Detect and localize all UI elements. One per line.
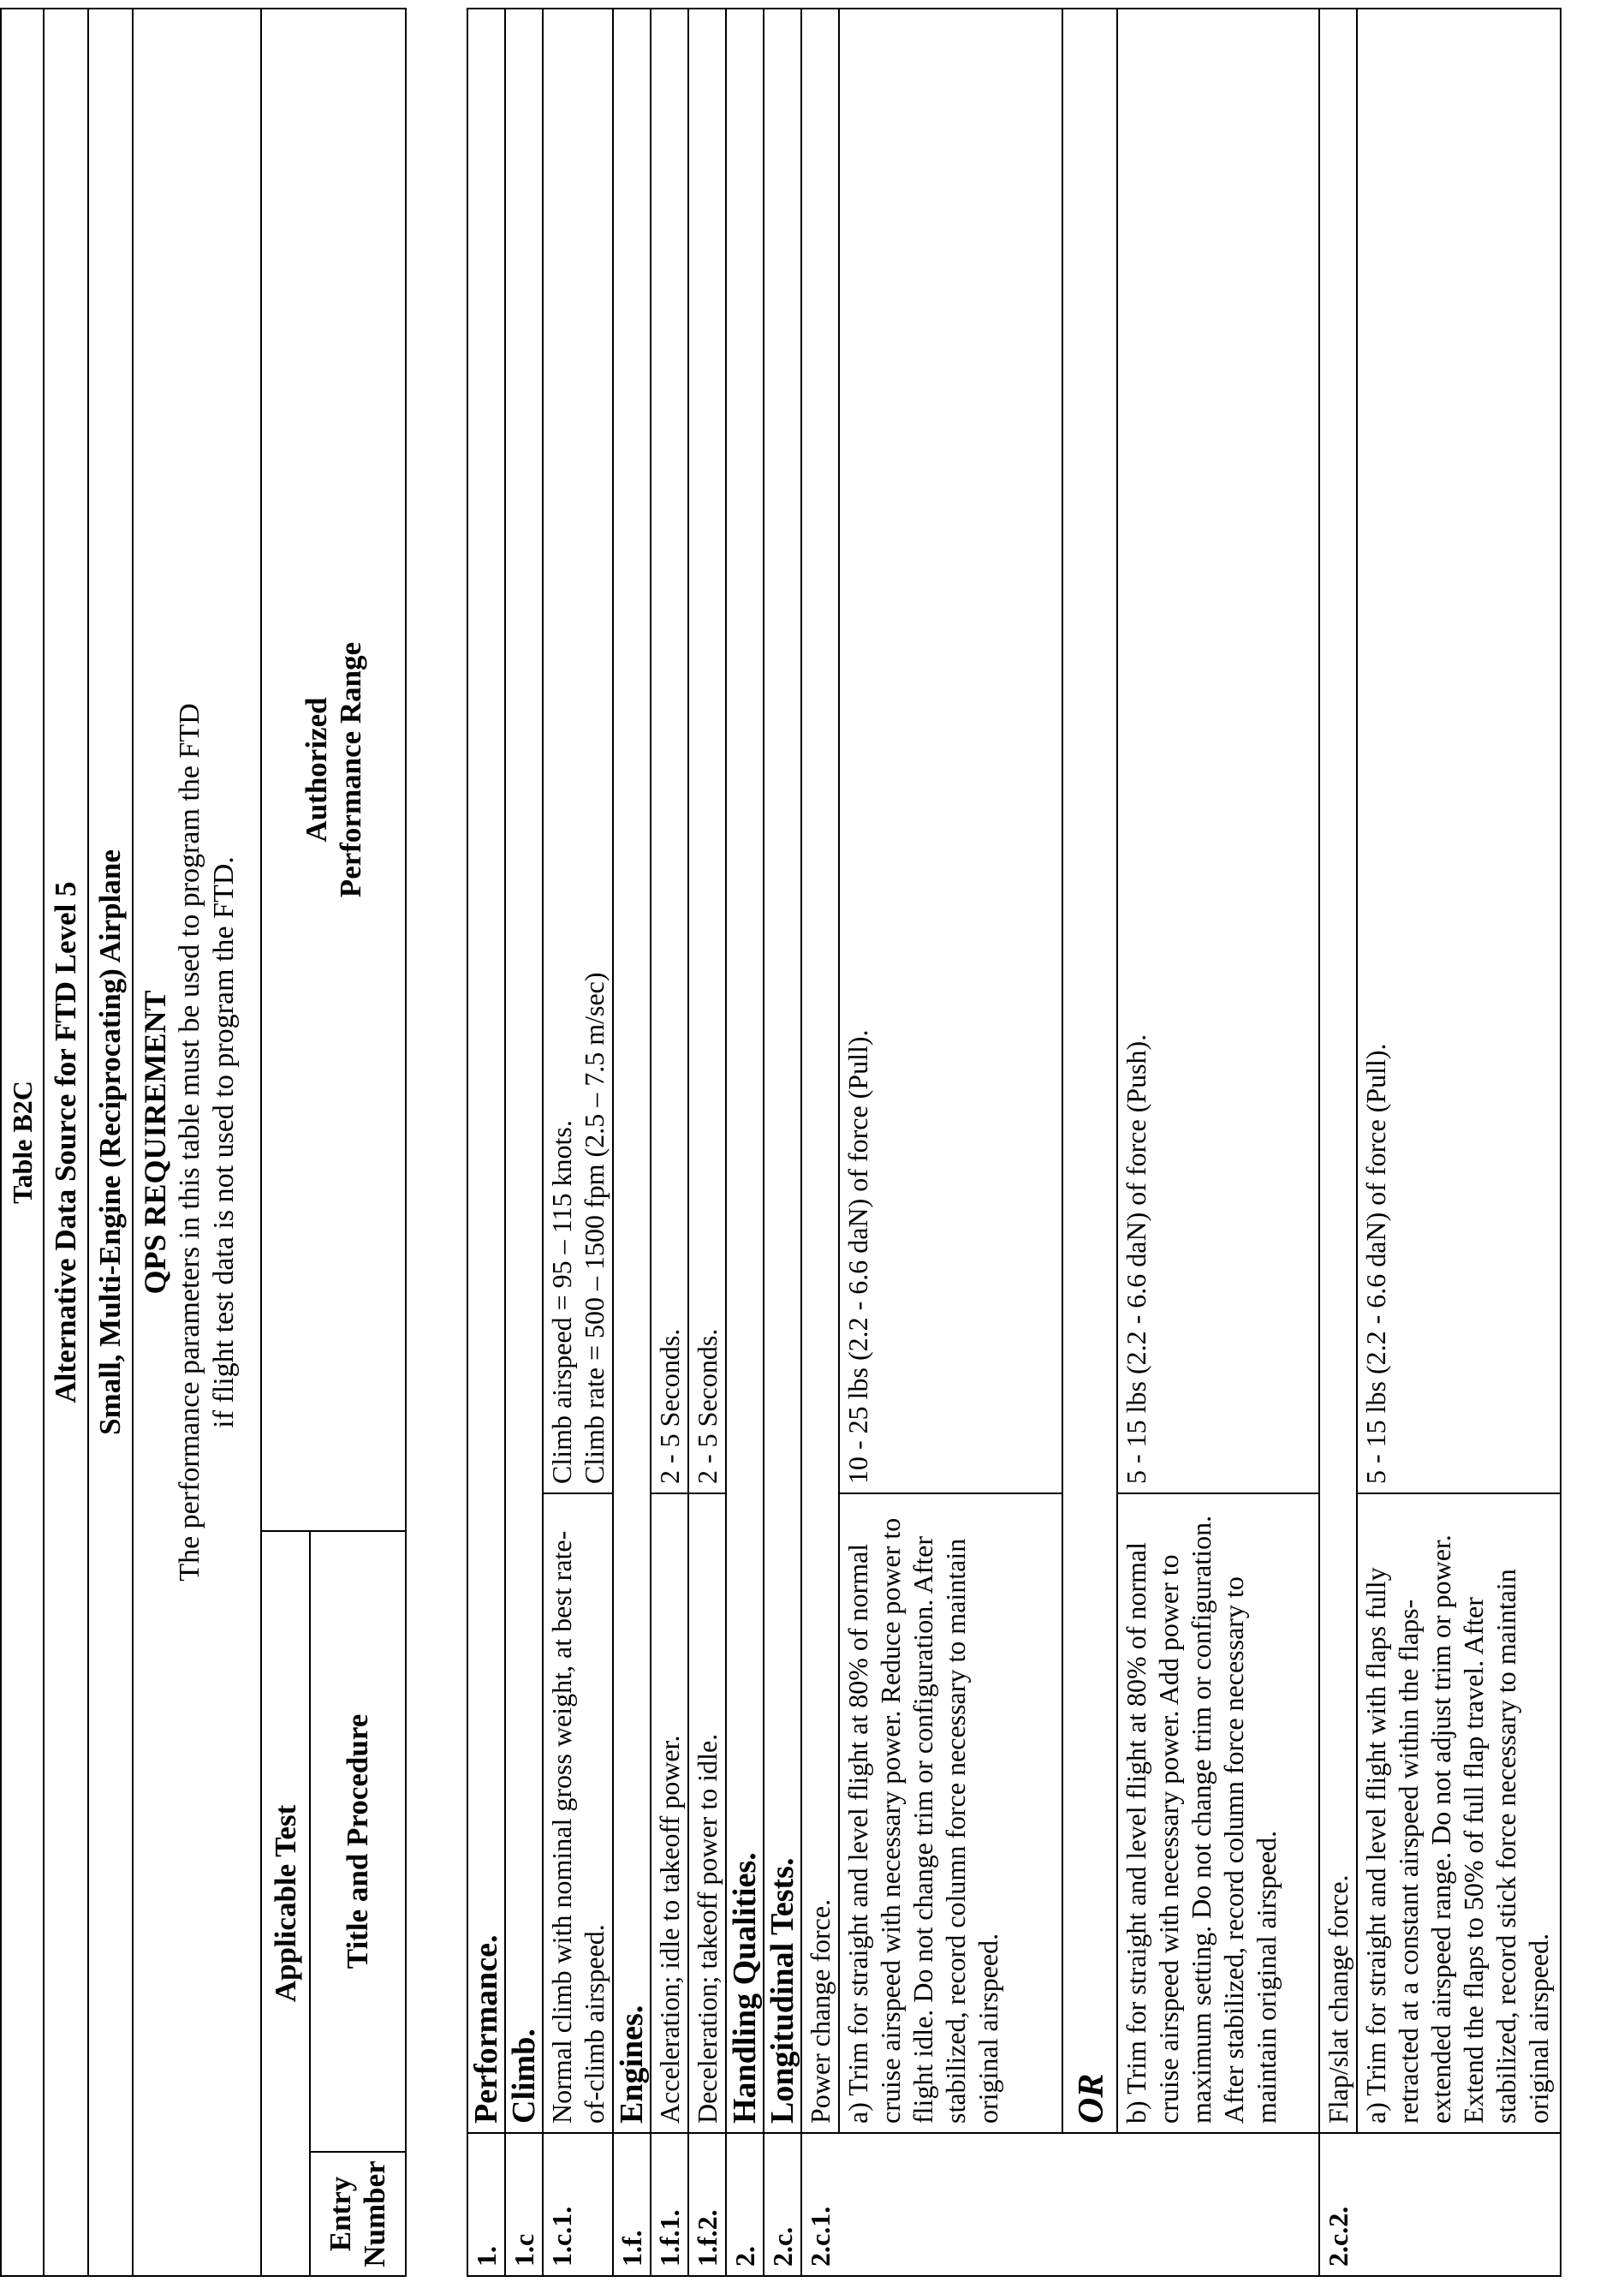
section-title: Climb. <box>505 9 543 2133</box>
qps-requirement-block <box>133 9 261 2276</box>
table-row <box>688 9 726 2276</box>
table-row <box>651 9 688 2276</box>
table-row <box>1117 9 1319 2276</box>
test-procedure: a) Trim for straight and level flight with flaps fully retracted at a constant airspeed within the flaps-extended airspeed range. Do not adjust trim or power. Extend the flaps to 50% of full flap travel. After stabilized, record stick force necessary to maintain original airspeed. <box>1357 1493 1561 2133</box>
section-title: Longitudinal Tests. <box>764 9 801 2133</box>
entry-number: 1. <box>467 2133 505 2276</box>
entry-number: 1.f.1. <box>651 2133 688 2276</box>
test-procedure: Normal climb with nominal gross weight, at best rate-of-climb airspeed. <box>543 1493 613 2133</box>
test-procedure: Acceleration; idle to takeoff power. <box>651 1493 688 2133</box>
entry-number: 1.c <box>505 2133 543 2276</box>
performance-range: 5 - 15 lbs (2.2 - 6.6 daN) of force (Push). <box>1117 9 1319 1493</box>
qps-line-1: The performance parameters in this table must be used to program the FTD <box>174 703 205 1582</box>
authorized-heading-line-2: Performance Range <box>333 641 367 898</box>
entry-number: 2.c.1. <box>801 2133 1319 2276</box>
table-row <box>1062 9 1117 2276</box>
table-row <box>1319 9 1357 2276</box>
table-label: Table B2C <box>1 9 44 2276</box>
table-subtitle: Small, Multi-Engine (Reciprocating) Airplane <box>88 9 133 2276</box>
entry-heading-line-1: Entry <box>324 2176 357 2252</box>
test-procedure: Deceleration; takeoff power to idle. <box>688 1493 726 2133</box>
section-title: Performance. <box>467 9 505 2133</box>
test-title: Power change force. <box>801 9 839 2133</box>
performance-range: 10 - 25 lbs (2.2 - 6.6 daN) of force (Pull). <box>839 9 1062 1493</box>
requirements-table <box>467 8 1562 2277</box>
performance-range: 2 - 5 Seconds. <box>651 9 688 1493</box>
performance-range: 5 - 15 lbs (2.2 - 6.6 daN) of force (Pull). <box>1357 9 1561 1493</box>
test-title: Flap/slat change force. <box>1319 9 1357 2133</box>
qps-title: QPS REQUIREMENT <box>138 990 172 1295</box>
entry-number: 1.c.1. <box>543 2133 613 2276</box>
entry-number: 1.f. <box>613 2133 651 2276</box>
table-row <box>543 9 613 2276</box>
entry-number: 1.f.2. <box>688 2133 726 2276</box>
table-row <box>467 9 505 2276</box>
range-line-2: Climb rate = 500 – 1500 fpm (2.5 – 7.5 m/sec) <box>579 972 610 1484</box>
table-row <box>505 9 543 2276</box>
table-row <box>726 9 764 2276</box>
qps-line-2: if flight test data is not used to program the FTD. <box>208 856 240 1428</box>
or-separator: OR <box>1062 9 1117 2133</box>
entry-number: 2.c. <box>764 2133 801 2276</box>
authorized-heading-line-1: Authorized <box>299 697 333 843</box>
entry-number-heading <box>310 2152 406 2276</box>
authorized-range-heading <box>261 9 406 1531</box>
performance-range: 2 - 5 Seconds. <box>688 9 726 1493</box>
applicable-test-heading: Applicable Test <box>261 1531 310 2276</box>
table-row <box>613 9 651 2276</box>
table-row <box>801 9 839 2276</box>
header-table <box>0 8 407 2277</box>
test-procedure: b) Trim for straight and level flight at 80% of normal cruise airspeed with necessary power. Add power to maximum setting. Do not change trim or configuration. After stabilized, record column force necessary to maintain original airspeed. <box>1117 1493 1319 2133</box>
performance-range <box>543 9 613 1493</box>
test-procedure: a) Trim for straight and level flight at 80% of normal cruise airspeed with necessary power. Reduce power to flight idle. Do not change trim or configuration. After stabilized, record column force necessary to maintain original airspeed. <box>839 1493 1062 2133</box>
table-title: Alternative Data Source for FTD Level 5 <box>44 9 88 2276</box>
entry-number: 2. <box>726 2133 764 2276</box>
table-row <box>1357 9 1561 2276</box>
section-title: Handling Qualities. <box>726 9 764 2133</box>
section-title: Engines. <box>613 9 651 2133</box>
table-row <box>764 9 801 2276</box>
range-line-1: Climb airspeed = 95 – 115 knots. <box>546 1120 577 1484</box>
title-procedure-heading: Title and Procedure <box>310 1531 406 2152</box>
table-row <box>839 9 1062 2276</box>
entry-number: 2.c.2. <box>1319 2133 1561 2276</box>
entry-heading-line-2: Number <box>358 2160 391 2267</box>
